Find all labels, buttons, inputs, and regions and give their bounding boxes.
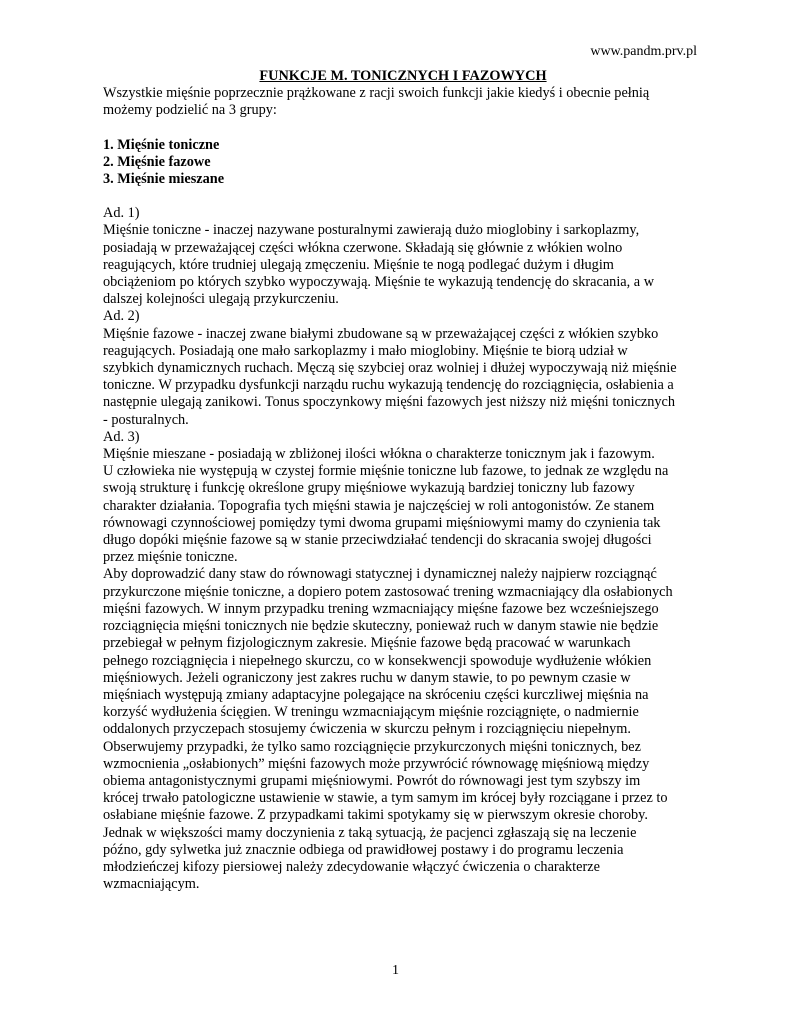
text-line: przez mięśnie toniczne. [103, 549, 238, 566]
intro-line: możemy podzielić na 3 grupy: [103, 102, 277, 119]
body-text [103, 205, 703, 893]
text-line: Aby doprowadzić dany staw do równowagi statycznej i dynamicznej należy najpierw rozciągnąć [103, 566, 657, 583]
document-title: FUNKCJE M. TONICZNYCH I FAZOWYCH [259, 68, 547, 84]
text-line: Ad. 2) [103, 308, 140, 325]
intro-line: Wszystkie mięśnie poprzecznie prążkowane z racji swoich funkcji jakie kiedyś i obecnie pełnią [103, 85, 650, 102]
text-line: reagujących. Posiadają one mało sarkoplazmy i mało mioglobiny. Mięśnie te biorą udział w [103, 342, 628, 359]
text-line: obciążeniom po których szybko wypoczywają. Mięśnie te wykazują tendencję do skracania, a w [103, 274, 655, 291]
text-line: wzmocnienia „osłabionych” mięśni fazowych może przywrócić równowagę mięśniową między [103, 755, 650, 772]
document-content [103, 68, 703, 893]
intro-paragraph [103, 85, 703, 119]
text-line: swoją strukturę i funkcję określone grupy mięśniowe wykazują bardziej toniczny lub fazowy [103, 480, 635, 497]
text-line: - posturalnych. [103, 411, 189, 428]
text-line: Ad. 3) [103, 428, 140, 445]
text-line: przebiegał w pełnym fizjologicznym zakresie. Mięśnie fazowe będą pracować w warunkach [103, 635, 631, 652]
header-url: www.pandm.prv.pl [590, 44, 697, 59]
text-line: korzyść wydłużenia ścięgien. W treningu wzmacniającym mięśnie rozciągnięte, o nadmiernie [103, 704, 639, 721]
text-line: równowagi czynnościowej pomiędzy tymi dwoma grupami mięśniowymi mamy do czynienia tak [103, 514, 661, 531]
group-list [103, 137, 703, 189]
text-line: rozciągnięcia mięśni tonicznych nie będzie skuteczny, ponieważ ruch w danym stawie nie będzie [103, 618, 659, 635]
text-line: wzmacniającym. [103, 876, 200, 893]
text-line: krócej trwało patologiczne ustawienie w stawie, a tym samym im krócej były rozciągane i przez to [103, 790, 668, 807]
text-line: szybkich dynamicznych ruchach. Męczą się szybciej oraz wolniej i dłużej wypoczywają niż mięśnie [103, 360, 677, 377]
text-line: Mięśnie mieszane - posiadają w zbliżonej ilości włókna o charakterze tonicznym jak i fazowym. [103, 446, 655, 463]
page-number: 1 [392, 963, 399, 978]
text-line: pełnego rozciągnięcia i niepełnego skurczu, co w konsekwencji spowoduje wydłużenie włókien [103, 652, 652, 669]
text-line: mięśniowych. Jeżeli ograniczony jest zakres ruchu w danym stawie, to po pewnym czasie w [103, 669, 631, 686]
text-line: U człowieka nie występują w czystej formie mięśnie toniczne lub fazowe, to jednak ze względu na [103, 463, 669, 480]
text-line: przykurczone mięśnie toniczne, a dopiero potem zastosować trening wzmacniający dla osłabionych [103, 583, 673, 600]
text-line: charakter działania. Topografia tych mięśni stawia je najczęściej w roli antogonistów. Ze stanem [103, 497, 655, 514]
text-line: mięśniach występują zmiany adaptacyjne polegające na skróceniu części kurczliwej mięśnia na [103, 686, 649, 703]
text-line: Obserwujemy przypadki, że tylko samo rozciągnięcie przykurczonych mięśni tonicznych, bez [103, 738, 641, 755]
text-line: oddalonych przyczepach stosujemy ćwiczenia w skurczu pełnym i rozciągnięciu niepełnym. [103, 721, 631, 738]
text-line: posiadają w przeważającej części włókna czerwone. Składają się głównie z włókien wolno [103, 239, 623, 256]
text-line: młodzieńczej kifozy piersiowej należy zdecydowanie włączyć ćwiczenia o charakterze [103, 858, 600, 875]
text-line: Mięśnie toniczne - inaczej nazywane posturalnymi zawierają dużo mioglobiny i sarkoplazmy, [103, 222, 640, 239]
text-line: Jednak w większości mamy doczynienia z taką sytuacją, że pacjenci zgłaszają się na leczenie [103, 824, 637, 841]
text-line: mięśni fazowych. W innym przypadku trening wzmacniający mięśne fazowe bez wcześniejszego [103, 600, 659, 617]
text-line: reagujących, które trudniej ulegają zmęczeniu. Mięśnie te nogą podlegać dużym i długim [103, 256, 614, 273]
group-item: 2. Mięśnie fazowe [103, 153, 211, 170]
text-line: późno, gdy sylwetka już znacznie odbiega od prawidłowej postawy i do programu leczenia [103, 841, 624, 858]
text-line: Mięśnie fazowe - inaczej zwane białymi zbudowane są w przeważającej części z włókien szybko [103, 325, 659, 342]
group-item: 3. Mięśnie mieszane [103, 171, 225, 188]
text-line: następnie ulegają zanikowi. Tonus spoczynkowy mięśni fazowych jest niższy niż mięśni tonicznych [103, 394, 676, 411]
text-line: dalszej kolejności ulegają przykurczeniu. [103, 291, 339, 308]
text-line: obiema antagonistycznymi grupami mięśniowymi. Powrót do równowagi jest tym szybszy im [103, 772, 641, 789]
text-line: osłabiane mięśnie fazowe. Z przypadkami takimi spotykamy się w pierwszym okresie choroby. [103, 807, 648, 824]
text-line: toniczne. W przypadku dysfunkcji narządu ruchu wykazują tendencję do rozciągnięcia, osłabienia a [103, 377, 674, 394]
group-item: 1. Mięśnie toniczne [103, 136, 220, 153]
text-line: Ad. 1) [103, 205, 140, 222]
text-line: długo dopóki mięśnie fazowe są w stanie przeciwdziałać tendencji do skracania swojej długości [103, 532, 652, 549]
